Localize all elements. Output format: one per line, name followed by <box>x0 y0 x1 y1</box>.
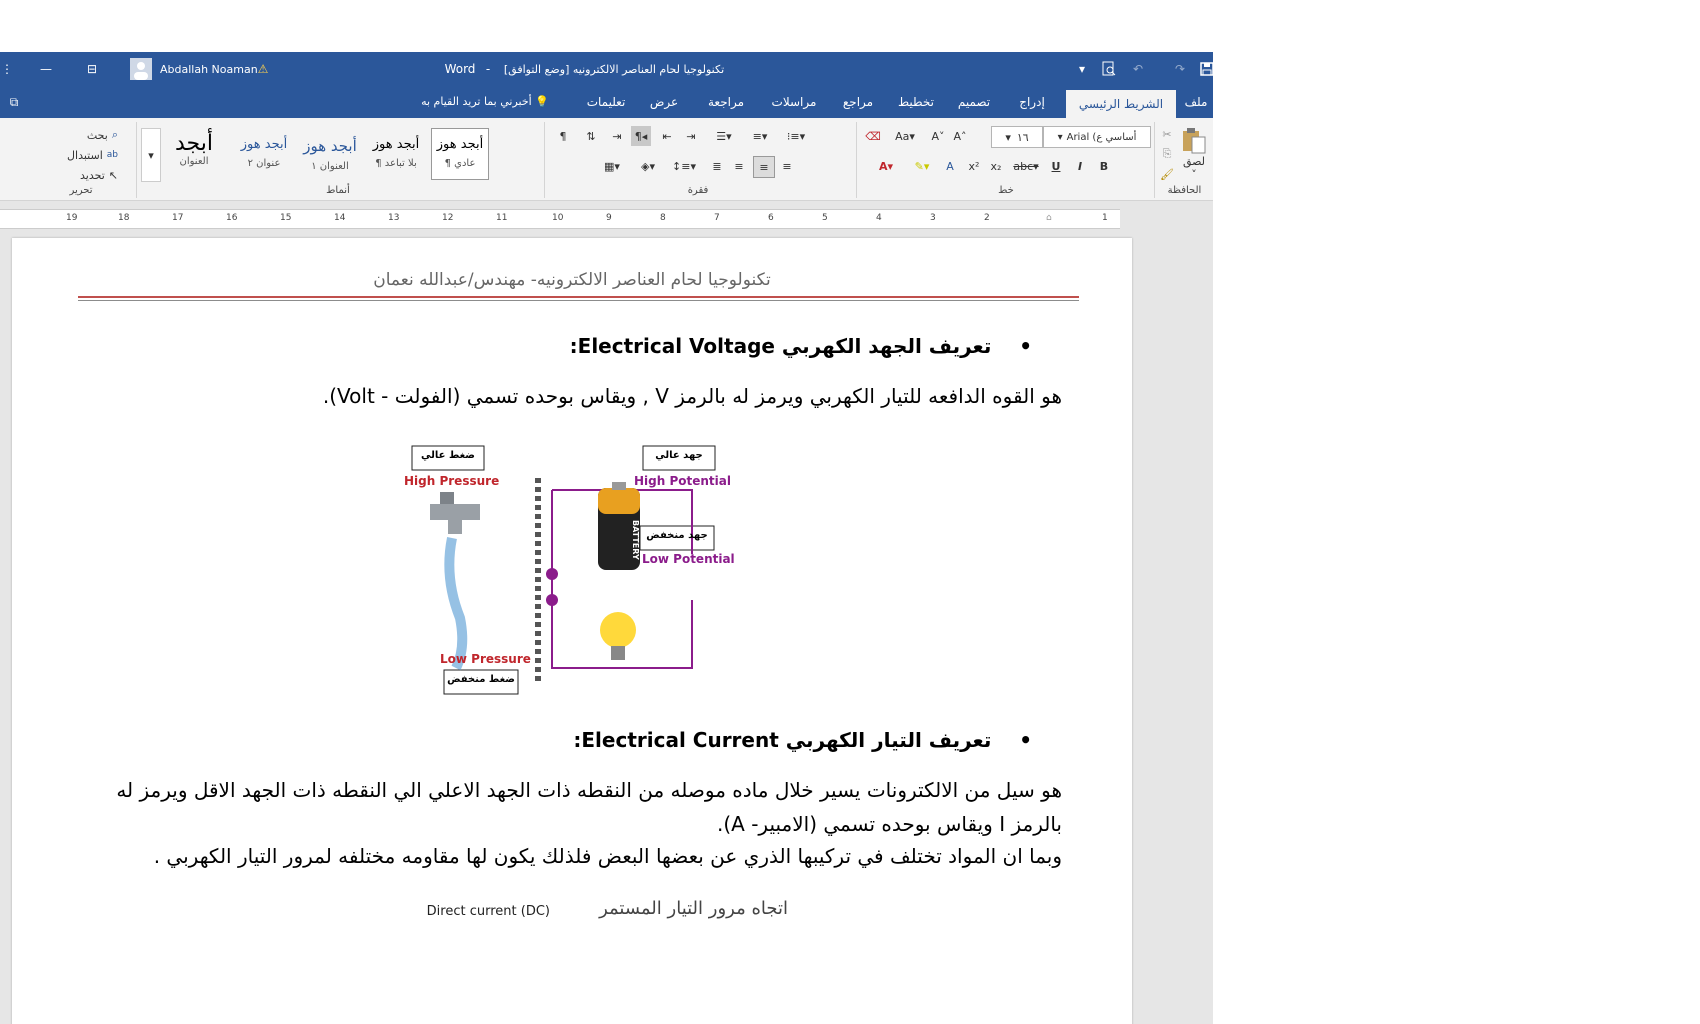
user-name[interactable]: Abdallah Noaman <box>160 62 258 76</box>
ruler-number: 7 <box>714 213 720 223</box>
clipboard-group <box>1154 122 1213 198</box>
strikethrough-icon[interactable]: abc▾ <box>1013 159 1039 173</box>
line-spacing-icon[interactable]: ↕≡▾ <box>672 159 696 173</box>
editing-group-label: تحرير <box>69 185 93 196</box>
editing-group <box>36 122 126 198</box>
borders-icon[interactable]: ▦▾ <box>604 159 620 173</box>
print-preview-icon[interactable] <box>1098 52 1120 86</box>
style-title[interactable] <box>165 128 223 180</box>
ruler-number: 17 <box>172 213 184 223</box>
paste-label: لصق <box>1182 155 1206 168</box>
shading-icon[interactable]: ◈▾ <box>641 159 655 173</box>
justify-icon[interactable]: ≣ <box>712 159 722 173</box>
dc-caption-en: Direct current (DC) <box>426 904 550 919</box>
numbering-icon[interactable]: ≡▾ <box>752 129 768 143</box>
text-effects-icon[interactable]: A <box>946 159 954 173</box>
ruler-number: 15 <box>280 213 292 223</box>
align-left-icon[interactable]: ≡ <box>734 159 744 173</box>
ribbon <box>0 118 1213 201</box>
section2-paragraph-line3[interactable]: وبما ان المواد تختلف في تركيبها الذري عن بعضها البعض فلذلك يكون لها مقاومه مختلفه لمرور التيار الكهربي . <box>153 844 1062 868</box>
cursor-icon: ↖ <box>108 168 118 182</box>
bullet-icon: • <box>991 728 1032 752</box>
more-icon[interactable]: ⋮ <box>1 62 13 76</box>
ltr-icon[interactable]: ⇥ <box>612 129 622 143</box>
shrink-font-icon[interactable]: A˅ <box>931 129 945 143</box>
ribbon-display-icon[interactable]: ⊟ <box>86 62 98 76</box>
ruler-number: 1 <box>1102 213 1108 223</box>
minimize-button[interactable]: — <box>40 62 52 76</box>
paragraph-group-label: فقرة <box>687 185 709 196</box>
outdent-icon[interactable]: ⇥ <box>686 129 696 143</box>
tab-help[interactable]: تعليمات <box>586 95 626 109</box>
format-painter-icon[interactable]: 🖌 <box>1160 167 1174 181</box>
section2-heading[interactable] <box>573 728 1032 752</box>
select-button[interactable] <box>44 166 118 184</box>
clipboard-group-label: الحافظة <box>1167 185 1202 196</box>
document-page[interactable] <box>12 238 1132 1024</box>
avatar[interactable] <box>128 52 154 86</box>
replace-icon: ab <box>106 150 118 160</box>
find-button[interactable] <box>44 126 118 144</box>
ruler-number: 9 <box>606 213 612 223</box>
rtl-icon[interactable]: ¶◂ <box>631 126 651 146</box>
clear-formatting-icon[interactable]: ⌫ <box>865 129 881 143</box>
styles-group <box>136 122 539 198</box>
title-bar <box>0 52 1213 86</box>
style-name: عنوان ٢ <box>247 158 281 169</box>
cut-icon[interactable]: ✂ <box>1162 127 1172 141</box>
section1-title: تعريف الجهد الكهربي Electrical Voltage: <box>569 334 992 358</box>
share-icon[interactable]: ⧉ <box>9 95 19 109</box>
horizontal-ruler[interactable] <box>0 209 1120 229</box>
font-name-select[interactable] <box>1043 126 1151 148</box>
word-window <box>0 52 1213 1024</box>
tab-review[interactable]: مراجعة <box>707 95 745 109</box>
font-size-arrow-icon: ▾ <box>1005 130 1011 144</box>
low-potential-ar: جهد منخفض <box>646 530 708 541</box>
tab-layout[interactable]: تخطيط <box>898 95 934 109</box>
section2-paragraph-line1[interactable]: هو سيل من الالكترونات يسير خلال ماده موصله من النقطه ذات الجهد الاعلي الي النقطه ذات الجهد الاقل ويرمز له <box>116 778 1062 802</box>
ruler-number: 14 <box>334 213 346 223</box>
low-potential-en: Low Potential <box>642 552 735 566</box>
style-heading-1[interactable] <box>301 128 359 180</box>
battery-label: BATTERY <box>631 520 640 560</box>
ruler-number: 13 <box>388 213 400 223</box>
align-right-icon[interactable]: ≡ <box>782 159 792 173</box>
indent-icon[interactable]: ⇤ <box>662 129 672 143</box>
style-sample: أبجد هوز <box>303 137 357 155</box>
ruler-number: 12 <box>442 213 454 223</box>
replace-label: استبدال <box>67 148 103 162</box>
font-group <box>856 122 1155 198</box>
style-sample: أبجد <box>175 131 213 156</box>
style-heading-2[interactable] <box>235 128 293 180</box>
clipboard-icon <box>1181 127 1207 155</box>
voltage-figure[interactable] <box>400 434 744 710</box>
bullet-icon: • <box>991 334 1032 358</box>
tab-view[interactable]: عرض <box>649 95 679 109</box>
ribbon-tabs <box>0 86 1213 118</box>
font-name-arrow-icon: ▾ <box>1057 131 1063 143</box>
style-sample: أبجد هوز <box>240 137 288 152</box>
ruler-number: 8 <box>660 213 666 223</box>
header-rule <box>78 296 1079 298</box>
lightbulb-icon: 💡 <box>531 95 549 108</box>
header-rule <box>78 300 1079 301</box>
tab-insert[interactable]: إدراج <box>1019 95 1045 109</box>
tab-home[interactable]: الشريط الرئيسي <box>1066 90 1176 118</box>
font-name-value: Arial (أساسي ع <box>1066 131 1137 143</box>
replace-button[interactable] <box>44 146 118 164</box>
section2-title: تعريف التيار الكهربي Electrical Current: <box>573 728 992 752</box>
redo-icon[interactable]: ↷ <box>1174 62 1186 76</box>
ruler-number: 6 <box>768 213 774 223</box>
ruler-number: 2 <box>984 213 990 223</box>
high-potential-ar: جهد عالي <box>655 450 703 461</box>
ruler-number: 5 <box>822 213 828 223</box>
align-center-icon[interactable]: ≡ <box>753 156 775 178</box>
ruler-number: 16 <box>226 213 238 223</box>
dc-caption-ar: اتجاه مرور التيار المستمر <box>599 898 788 919</box>
ruler-number: 10 <box>552 213 564 223</box>
highlight-icon[interactable]: ✎▾ <box>914 159 930 173</box>
title-separator: - <box>485 62 491 76</box>
superscript-icon[interactable]: x² <box>968 159 980 173</box>
ruler-number: 11 <box>496 213 508 223</box>
ruler-indent-marker[interactable]: ⌂ <box>1046 213 1052 223</box>
bold-icon[interactable]: B <box>1099 159 1109 173</box>
tab-references[interactable]: مراجع <box>842 95 874 109</box>
section2-paragraph-line2[interactable]: بالرمز I ويقاس بوحده تسمي (الامبير- A). <box>717 812 1062 836</box>
style-sample: أبجد هوز <box>372 137 420 152</box>
paste-arrow-icon: ˅ <box>1191 168 1197 181</box>
bullets-icon[interactable]: ⁝≡▾ <box>786 129 806 143</box>
multilevel-list-icon[interactable]: ☰▾ <box>716 129 732 143</box>
copy-icon[interactable]: ⎘ <box>1162 147 1172 160</box>
ruler-number: 3 <box>930 213 936 223</box>
underline-icon[interactable]: U <box>1051 159 1061 173</box>
section1-paragraph[interactable]: هو القوه الدافعه للتيار الكهربي ويرمز له بالرمز V , ويقاس بوحده تسمي (الفولت - Volt). <box>322 384 1062 408</box>
find-label: بحث <box>86 128 108 142</box>
font-color-icon[interactable]: A▾ <box>878 159 894 173</box>
page-header: تكنولوجيا لحام العناصر الالكترونيه- مهندس/عبدالله نعمان <box>373 270 771 290</box>
tab-file[interactable]: ملف <box>1184 95 1208 109</box>
warning-icon[interactable]: ⚠ <box>257 62 269 76</box>
font-size-select[interactable] <box>991 126 1043 148</box>
styles-group-label: أنماط <box>326 185 350 196</box>
customize-qat-icon[interactable]: ▾ <box>1078 62 1086 76</box>
font-size-value: ١٦ <box>1016 130 1029 144</box>
style-name: ¶ بلا تباعد <box>375 158 417 169</box>
undo-icon[interactable]: ↶ <box>1132 62 1144 76</box>
tell-me-text: أخبرني بما تريد القيام به <box>421 95 532 108</box>
style-no-spacing[interactable] <box>367 128 425 180</box>
search-icon: ⌕ <box>111 128 118 141</box>
high-pressure-en: High Pressure <box>404 474 500 488</box>
section1-heading[interactable] <box>570 334 1032 358</box>
style-name: العنوان ١ <box>311 161 349 172</box>
low-pressure-ar: ضغط منخفض <box>447 674 515 685</box>
paste-button[interactable] <box>1177 124 1211 184</box>
grow-font-icon[interactable]: A˄ <box>953 129 967 143</box>
sort-icon[interactable]: ⇅ <box>586 129 596 143</box>
italic-icon[interactable]: I <box>1077 159 1083 173</box>
subscript-icon[interactable]: x₂ <box>990 159 1002 173</box>
high-pressure-ar: ضغط عالي <box>421 450 475 461</box>
ruler-number: 4 <box>876 213 882 223</box>
tab-design[interactable]: تصميم <box>957 95 991 109</box>
save-icon[interactable] <box>1198 52 1213 86</box>
style-name: ¶ عادي <box>444 158 476 169</box>
paragraph-group <box>544 122 851 198</box>
style-name: العنوان <box>179 156 209 167</box>
show-marks-icon[interactable]: ¶ <box>559 129 567 143</box>
app-name: Word <box>444 62 476 76</box>
change-case-icon[interactable]: Aa▾ <box>895 129 915 143</box>
style-normal[interactable] <box>431 128 489 180</box>
tell-me-box[interactable] <box>410 86 560 118</box>
tab-mailings[interactable]: مراسلات <box>771 95 817 109</box>
font-group-label: خط <box>998 185 1014 196</box>
low-pressure-en: Low Pressure <box>440 652 531 666</box>
vertical-scrollbar[interactable] <box>1197 228 1213 1024</box>
select-label: تحديد <box>80 168 105 182</box>
high-potential-en: High Potential <box>634 474 731 488</box>
document-title: تكنولوجيا لحام العناصر الالكترونيه [وضع التوافق] <box>503 62 725 76</box>
ruler-number: 18 <box>118 213 130 223</box>
style-sample: أبجد هوز <box>436 137 484 152</box>
ruler-number: 19 <box>66 213 78 223</box>
styles-more-button[interactable]: ▾ <box>141 128 161 182</box>
